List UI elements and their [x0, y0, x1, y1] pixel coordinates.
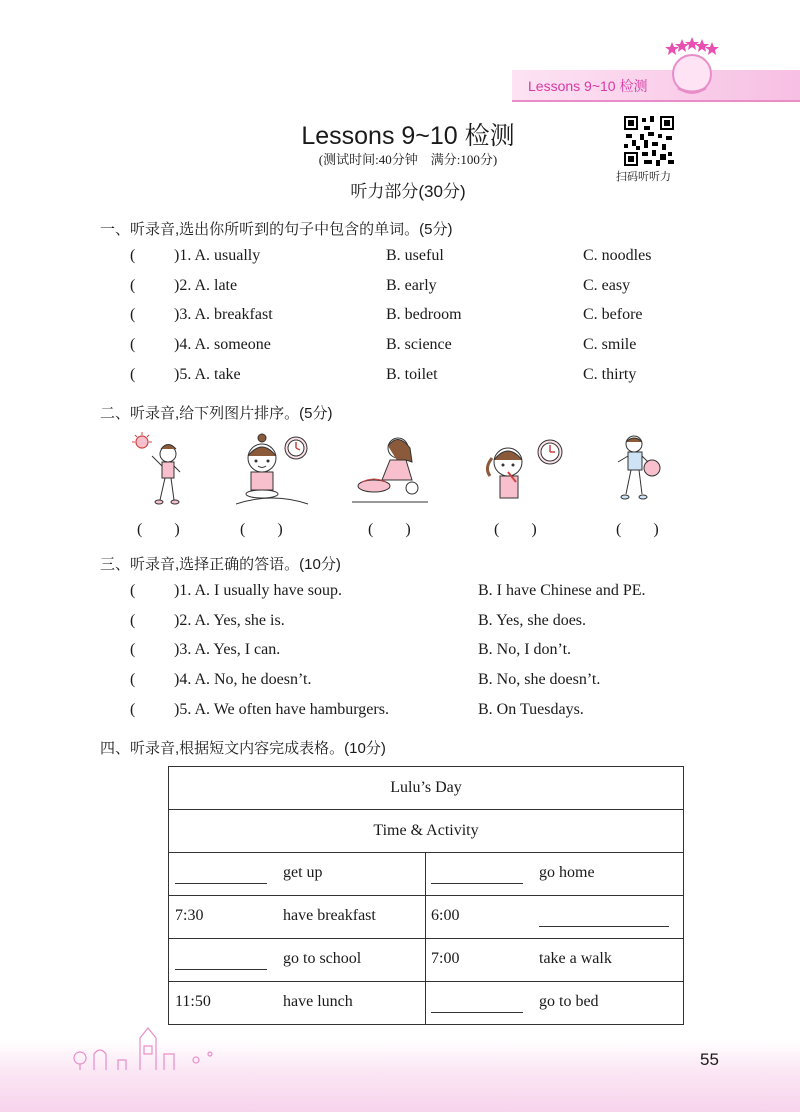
option-c: C. smile [583, 336, 637, 353]
option-a: )5. A. take [174, 366, 241, 383]
girl-brushing-teeth-picture-icon [480, 432, 566, 508]
qr-code-icon[interactable] [624, 116, 674, 166]
option-a: )3. A. Yes, I can. [174, 641, 281, 658]
picture-5-order-blank[interactable]: ( ) [616, 521, 659, 538]
boy-ball-picture-icon [610, 432, 670, 508]
option-c: C. noodles [583, 247, 652, 264]
castle-decoration-icon [70, 1024, 220, 1072]
qr-caption: 扫码听听力 [616, 171, 671, 183]
picture-4-order-blank[interactable]: ( ) [494, 521, 537, 538]
option-a: )2. A. late [174, 277, 238, 294]
option-a: )1. A. usually [174, 247, 261, 264]
activity-blank[interactable] [539, 926, 669, 927]
answer-paren[interactable]: ( [130, 641, 136, 658]
time-blank[interactable] [431, 883, 523, 884]
time-cell: 6:00 [431, 907, 460, 924]
activity-cell: have breakfast [283, 907, 376, 924]
activity-cell: go to bed [539, 993, 599, 1010]
activity-cell: go home [539, 864, 595, 881]
time-cell: 11:50 [175, 993, 211, 1010]
listening-part-title: 听力部分(30分) [350, 182, 466, 201]
option-b: B. early [386, 277, 437, 294]
option-a: )4. A. someone [174, 336, 271, 353]
table-row [169, 939, 683, 982]
option-b: B. No, she doesn’t. [478, 671, 601, 688]
activity-cell: get up [283, 864, 323, 881]
lulu-day-table [168, 766, 684, 1025]
time-blank[interactable] [431, 1012, 523, 1013]
girl-sun-picture-icon [130, 432, 190, 508]
option-c: C. easy [583, 277, 631, 294]
option-b: B. On Tuesdays. [478, 701, 584, 718]
table-title: Lulu’s Day [169, 767, 683, 810]
activity-cell: have lunch [283, 993, 353, 1010]
header-lesson-label: Lessons 9~10 检测 [528, 78, 648, 94]
activity-cell: go to school [283, 950, 362, 967]
option-a: )5. A. We often have hamburgers. [174, 701, 389, 718]
answer-paren[interactable]: ( [130, 366, 136, 383]
option-c: C. thirty [583, 366, 637, 383]
crown-badge-icon [664, 36, 720, 96]
option-a: )2. A. Yes, she is. [174, 612, 285, 629]
table-row [169, 982, 683, 1024]
answer-paren[interactable]: ( [130, 277, 136, 294]
option-b: B. toilet [386, 366, 438, 383]
answer-paren[interactable]: ( [130, 306, 136, 323]
section-4-title: 四、听录音,根据短文内容完成表格。(10分) [100, 740, 386, 757]
answer-paren[interactable]: ( [130, 612, 136, 629]
picture-2-order-blank[interactable]: ( ) [240, 521, 283, 538]
option-b: B. science [386, 336, 452, 353]
page-title: Lessons 9~10 检测 [301, 122, 515, 150]
girl-eating-clock-picture-icon [236, 432, 310, 508]
time-blank[interactable] [175, 883, 267, 884]
option-c: C. before [583, 306, 643, 323]
time-cell: 7:00 [431, 950, 460, 967]
picture-3-order-blank[interactable]: ( ) [368, 521, 411, 538]
option-a: )4. A. No, he doesn’t. [174, 671, 312, 688]
table-row [169, 896, 683, 939]
answer-paren[interactable]: ( [130, 701, 136, 718]
answer-paren[interactable]: ( [130, 671, 136, 688]
option-b: B. I have Chinese and PE. [478, 582, 646, 599]
option-b: B. No, I don’t. [478, 641, 572, 658]
answer-paren[interactable]: ( [130, 582, 136, 599]
activity-cell: take a walk [539, 950, 612, 967]
page-number: 55 [700, 1050, 719, 1069]
time-blank[interactable] [175, 969, 267, 970]
option-a: )3. A. breakfast [174, 306, 273, 323]
option-b: B. bedroom [386, 306, 462, 323]
table-header: Time & Activity [169, 810, 683, 853]
picture-1-order-blank[interactable]: ( ) [137, 521, 180, 538]
woman-cooking-picture-icon [352, 432, 428, 508]
option-b: B. useful [386, 247, 444, 264]
time-cell: 7:30 [175, 907, 204, 924]
table-row [169, 853, 683, 896]
page-subtitle: (测试时间:40分钟 满分:100分) [318, 152, 498, 167]
answer-paren[interactable]: ( [130, 336, 136, 353]
option-b: B. Yes, she does. [478, 612, 587, 629]
option-a: )1. A. I usually have soup. [174, 582, 342, 599]
section-1-title: 一、听录音,选出你所听到的句子中包含的单词。(5分) [100, 221, 453, 238]
section-2-title: 二、听录音,给下列图片排序。(5分) [100, 405, 333, 422]
section-3-title: 三、听录音,选择正确的答语。(10分) [100, 556, 341, 573]
answer-paren[interactable]: ( [130, 247, 136, 264]
